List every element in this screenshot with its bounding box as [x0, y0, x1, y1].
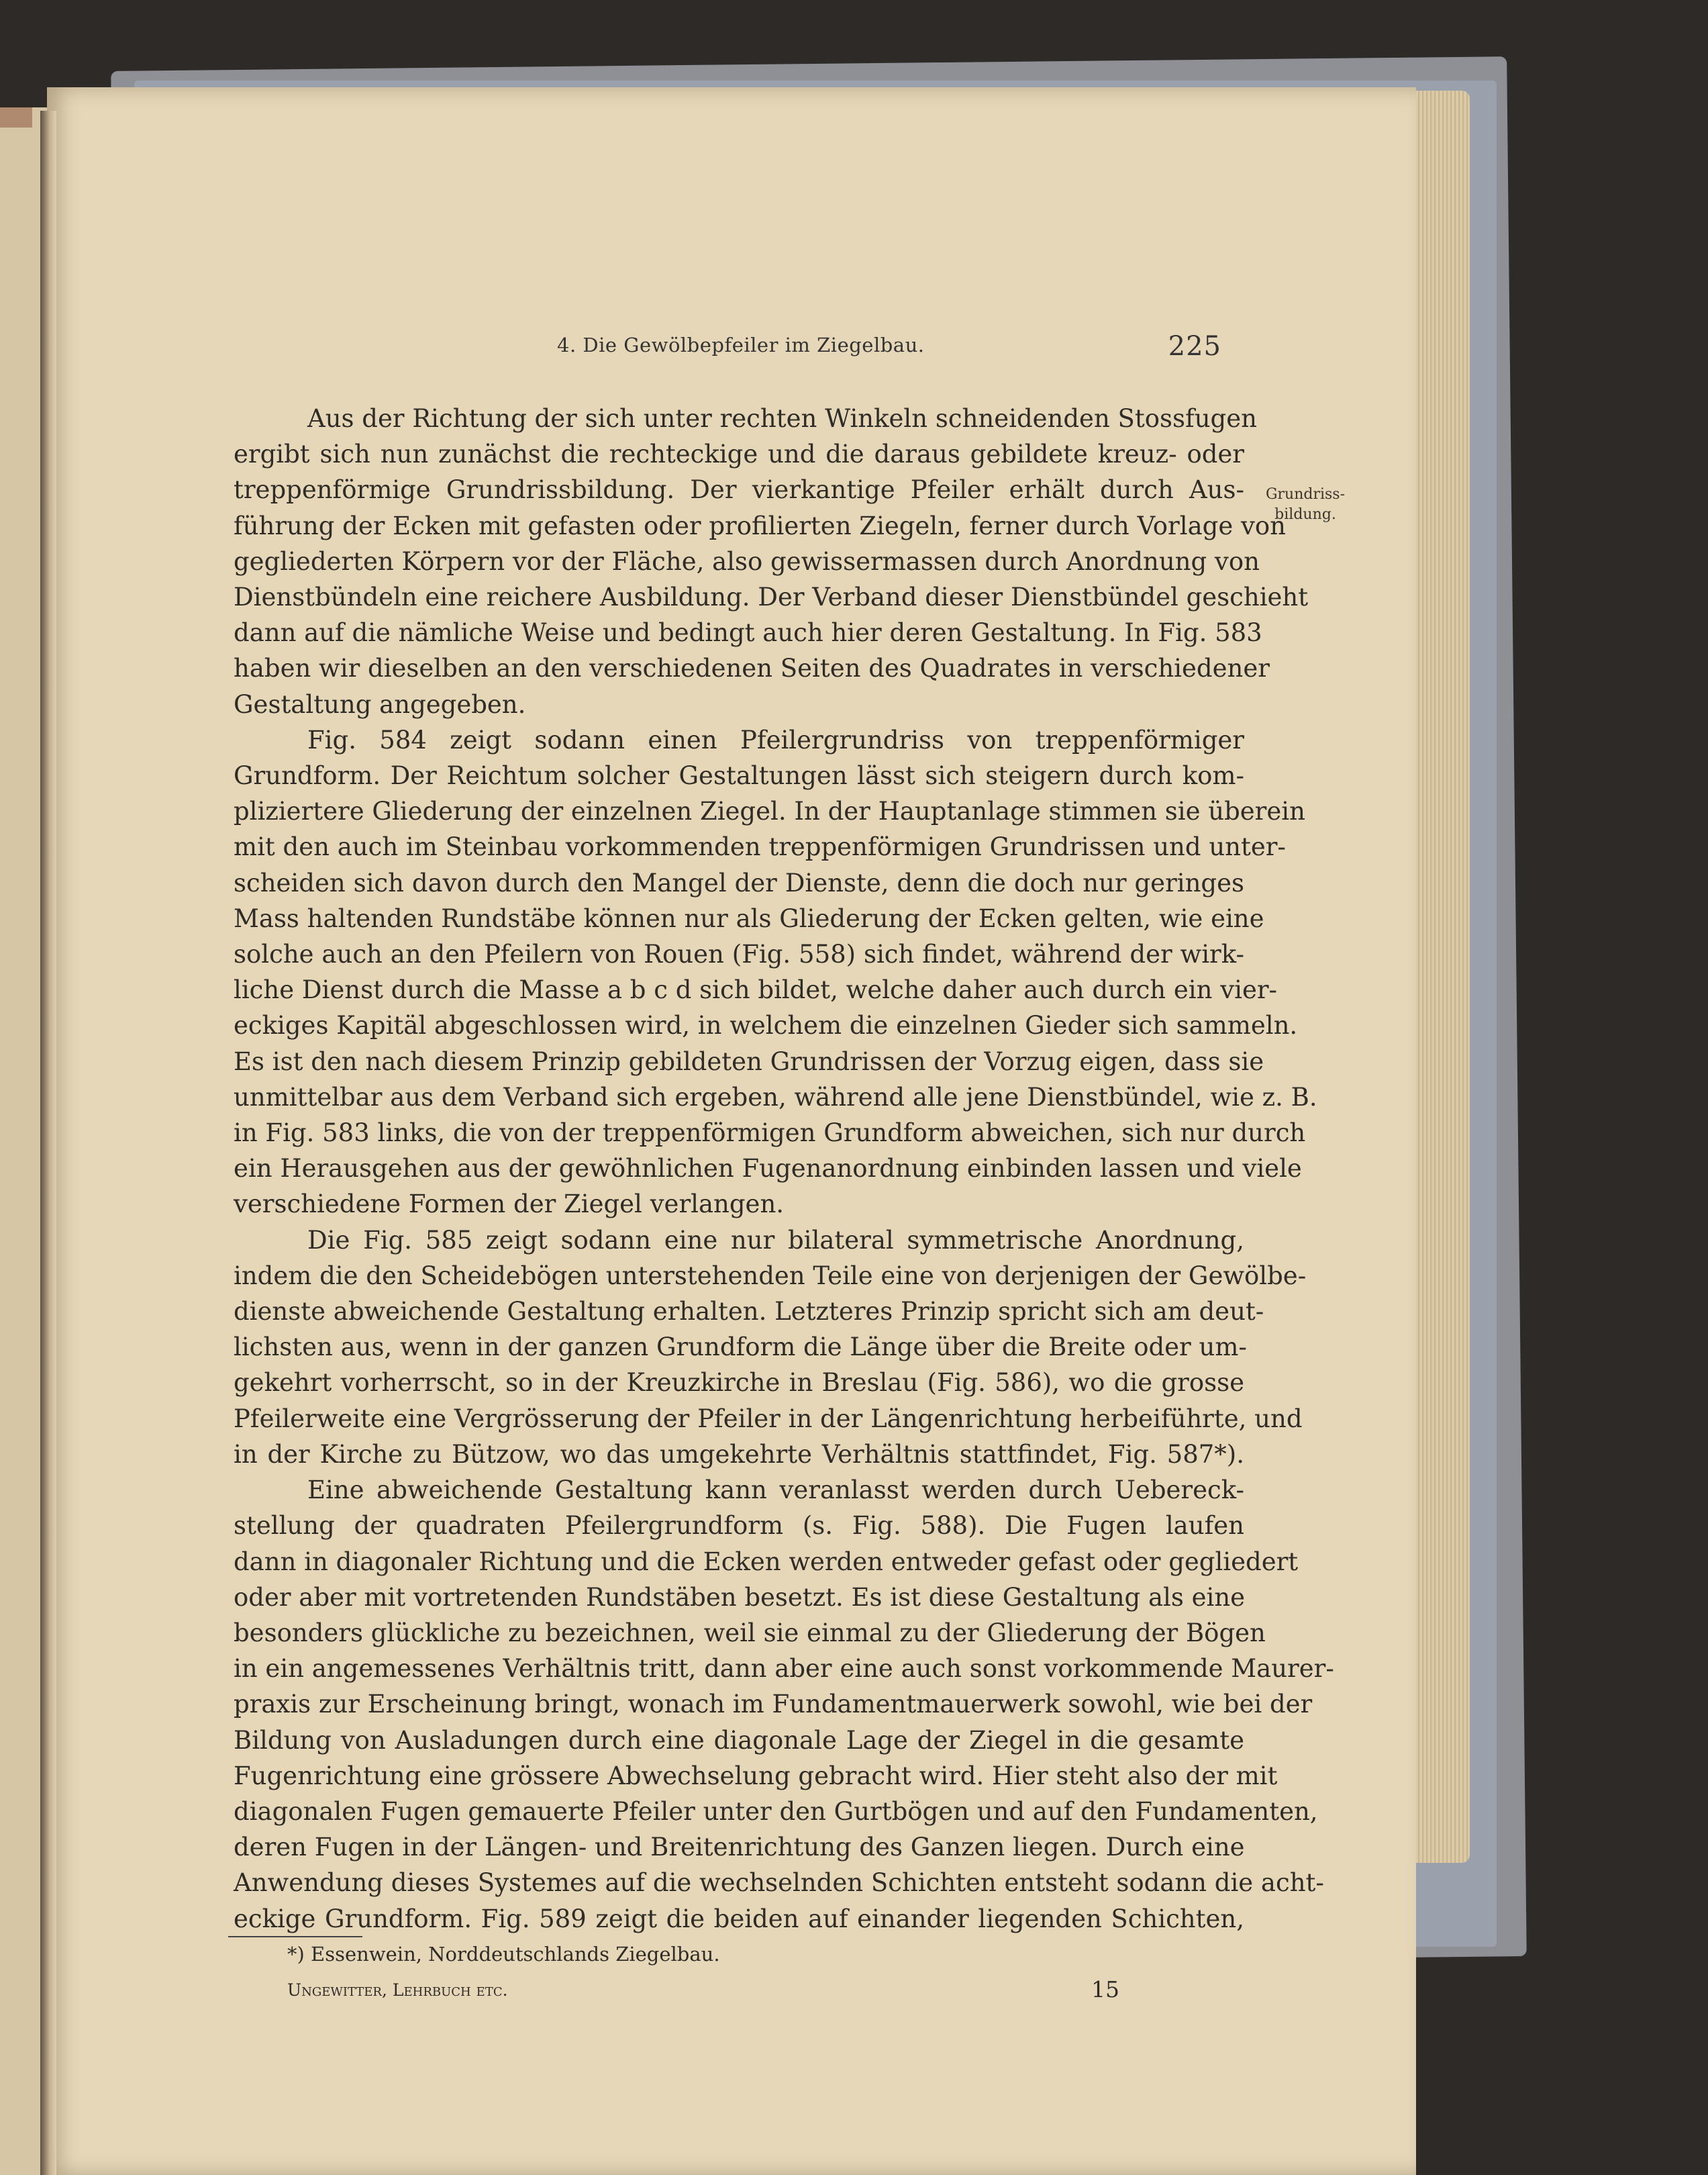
book-page [47, 87, 1416, 2175]
text-line: in der Kirche zu Bützow, wo das umgekehrte Verhältnis stattfindet, Fig. 587*). [234, 1439, 1244, 1469]
text-line: besonders glückliche zu bezeichnen, weil sie einmal zu der Gliederung der Bögen [234, 1618, 1266, 1647]
footnote-divider [228, 1936, 362, 1937]
text-line: haben wir dieselben an den verschiedenen Seiten des Quadrates in verschiedener [234, 654, 1270, 683]
text-line: scheiden sich davon durch den Mangel der Dienste, denn die doch nur geringes [234, 868, 1244, 898]
text-line: Mass haltenden Rundstäbe können nur als Gliederung der Ecken gelten, wie eine [234, 904, 1264, 933]
text-line: in ein angemessenes Verhältnis tritt, dann aber eine auch sonst vorkommende Maurer- [234, 1654, 1334, 1684]
text-line: unmittelbar aus dem Verband sich ergeben, während alle jene Dienstbündel, wie z. B. [234, 1082, 1317, 1112]
text-line: dann in diagonaler Richtung und die Ecken werden entweder gefast oder gegliedert [234, 1547, 1299, 1576]
text-line: treppenförmige Grundrissbildung. Der vierkantige Pfeiler erhält durch Aus- [234, 475, 1244, 505]
headband [0, 107, 32, 128]
text-line: diagonalen Fugen gemauerte Pfeiler unter den Gurtbögen und auf den Fundamenten, [234, 1796, 1318, 1826]
text-line: dann auf die nämliche Weise und bedingt auch hier deren Gestaltung. In Fig. 583 [234, 618, 1262, 648]
paragraph-1 [234, 401, 1309, 722]
text-line: indem die den Scheidebögen unterstehenden Teile eine von derjenigen der Gewölbe- [234, 1261, 1307, 1290]
running-head: 4. Die Gewölbepfeiler im Ziegelbau. [557, 334, 925, 356]
page-header [557, 245, 1221, 362]
body-text [234, 401, 1334, 1937]
footnote: *) Essenwein, Norddeutschlands Ziegelbau. [287, 1943, 720, 1966]
text-line: lichsten aus, wenn in der ganzen Grundform die Länge über die Breite oder um- [234, 1333, 1247, 1362]
text-line: stellung der quadraten Pfeilergrundform (s. Fig. 588). Die Fugen laufen [234, 1511, 1244, 1541]
text-line: ergibt sich nun zunächst die rechteckige und die daraus gebildete kreuz- oder [234, 440, 1244, 469]
text-line: Grundform. Der Reichtum solcher Gestaltungen lässt sich steigern durch kom- [234, 761, 1244, 791]
footer-imprint: Ungewitter, Lehrbuch etc. [287, 1980, 508, 2000]
text-line: solche auch an den Pfeilern von Rouen (Fig. 558) sich findet, während der wirk- [234, 940, 1244, 969]
text-line: Gestaltung angegeben. [234, 689, 526, 719]
text-line: deren Fugen in der Längen- und Breitenrichtung des Ganzen liegen. Durch eine [234, 1833, 1245, 1862]
margin-note-line: Grundriss- [1265, 486, 1346, 503]
text-line: führung der Ecken mit gefasten oder profilierten Ziegeln, ferner durch Vorlage von [234, 511, 1286, 540]
paragraph-2 [234, 722, 1317, 1222]
text-line: gegliederten Körpern vor der Fläche, also gewissermassen durch Anordnung von [234, 546, 1260, 576]
text-line: Bildung von Ausladungen durch eine diagonale Lage der Ziegel in die gesamte [234, 1725, 1244, 1755]
book-gutter [40, 111, 56, 2175]
text-line: Es ist den nach diesem Prinzip gebildeten Grundrissen der Vorzug eigen, dass sie [234, 1047, 1264, 1076]
text-line: mit den auch im Steinbau vorkommenden treppenförmigen Grundrissen und unter- [234, 832, 1286, 862]
text-line: ein Herausgehen aus der gewöhnlichen Fugenanordnung einbinden lassen und viele [234, 1154, 1302, 1183]
text-line: gekehrt vorherrscht, so in der Kreuzkirche in Breslau (Fig. 586), wo die grosse [234, 1368, 1244, 1398]
paragraph-4 [234, 1472, 1334, 1937]
text-line: Fugenrichtung eine grössere Abwechselung gebracht wird. Hier steht also der mit [234, 1761, 1278, 1790]
text-line: Dienstbündeln eine reichere Ausbildung. Der Verband dieser Dienstbündel geschieht [234, 583, 1309, 612]
text-line: Anwendung dieses Systemes auf die wechselnden Schichten entsteht sodann die acht- [234, 1868, 1324, 1898]
text-line: verschiedene Formen der Ziegel verlangen. [234, 1190, 785, 1219]
text-line: liche Dienst durch die Masse a b c d sich bildet, welche daher auch durch ein vier- [234, 975, 1278, 1005]
text-line: in Fig. 583 links, die von der treppenförmigen Grundform abweichen, sich nur durch [234, 1118, 1306, 1148]
page-number: 225 [1168, 331, 1221, 362]
signature-mark: 15 [1091, 1976, 1119, 2002]
text-line: pliziertere Gliederung der einzelnen Ziegel. In der Hauptanlage stimmen sie überein [234, 797, 1305, 826]
text-line: Pfeilerweite eine Vergrösserung der Pfeiler in der Längenrichtung herbeiführte, und [234, 1404, 1303, 1433]
text-line: Fig. 584 zeigt sodann einen Pfeilergrundriss von treppenförmiger [307, 725, 1244, 755]
text-line: eckige Grundform. Fig. 589 zeigt die beiden auf einander liegenden Schichten, [234, 1904, 1244, 1933]
text-line: dienste abweichende Gestaltung erhalten. Letzteres Prinzip spricht sich am deut- [234, 1297, 1264, 1326]
text-line: Eine abweichende Gestaltung kann veranlasst werden durch Uebereck- [307, 1476, 1244, 1505]
text-line: eckiges Kapitäl abgeschlossen wird, in welchem die einzelnen Gieder sich sammeln. [234, 1011, 1298, 1041]
text-line: oder aber mit vortretenden Rundstäben besetzt. Es ist diese Gestaltung als eine [234, 1582, 1246, 1612]
margin-note-line: bildung. [1274, 506, 1336, 523]
text-line: praxis zur Erscheinung bringt, wonach im Fundamentmauerwerk sowohl, wie bei der [234, 1690, 1313, 1719]
text-line: Die Fig. 585 zeigt sodann eine nur bilateral symmetrische Anordnung, [307, 1225, 1244, 1255]
paragraph-3 [234, 1222, 1307, 1472]
text-line: Aus der Richtung der sich unter rechten Winkeln schneidenden Stossfugen [307, 404, 1257, 433]
